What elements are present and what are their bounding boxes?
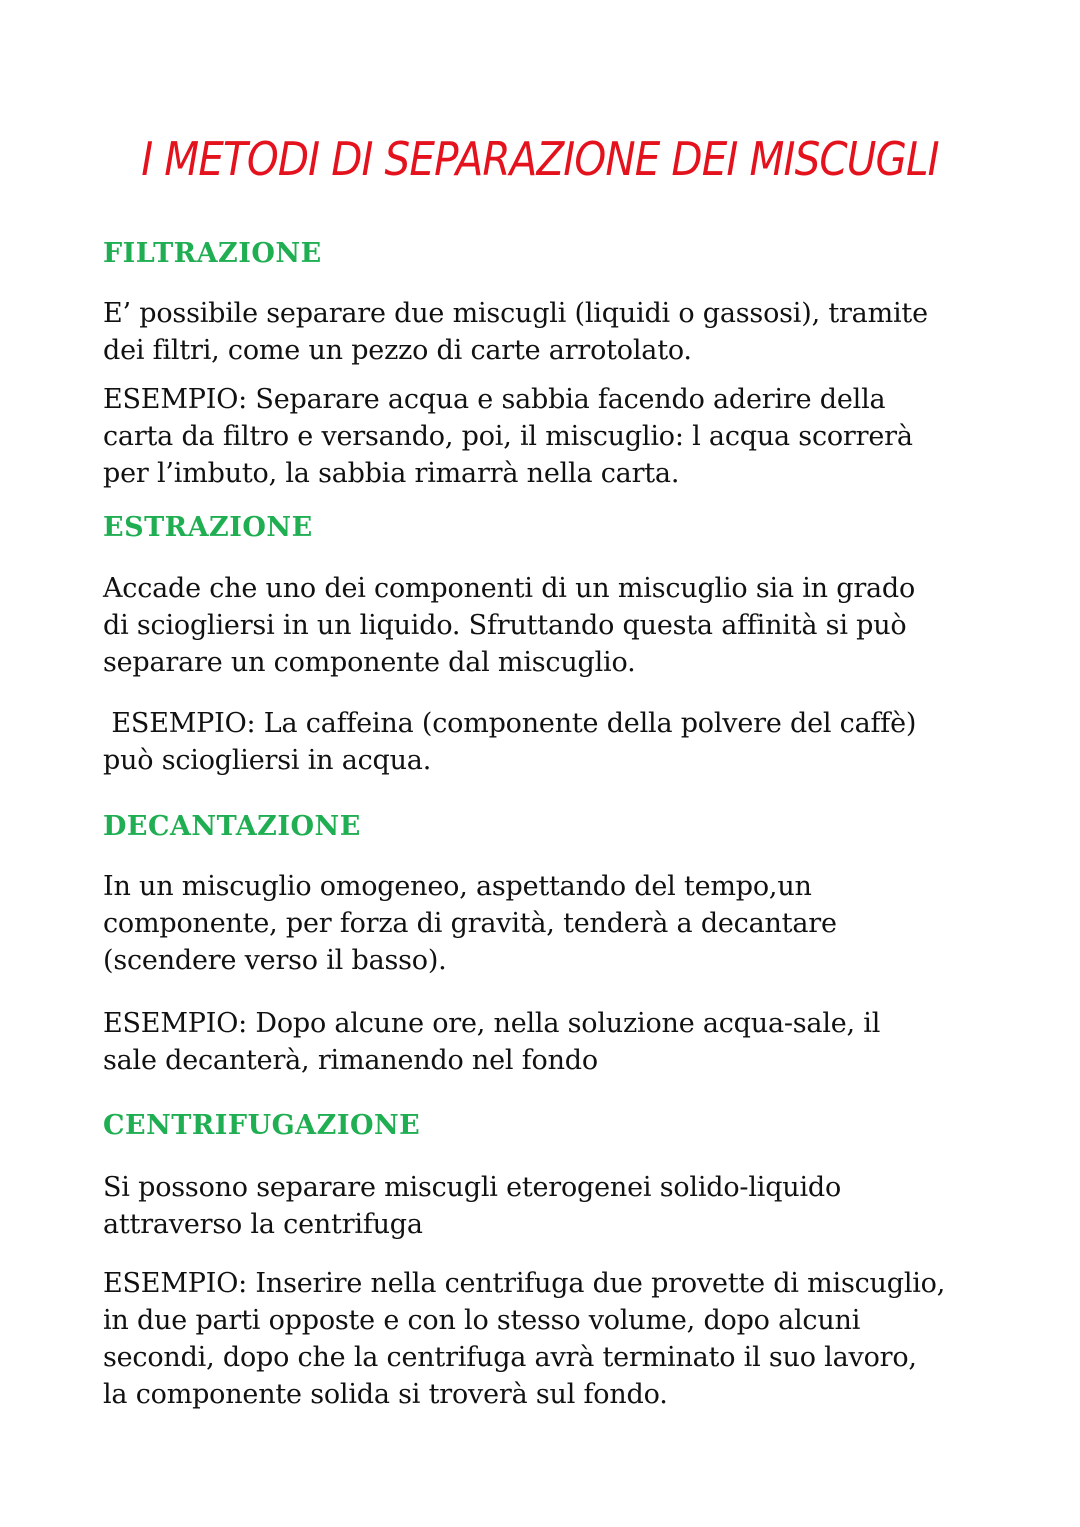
paragraph-filtrazione-example xyxy=(103,381,983,492)
section-heading-centrifugazione: CENTRIFUGAZIONE xyxy=(103,1110,421,1141)
paragraph-estrazione-description xyxy=(103,570,983,681)
text-line: ESEMPIO: Inserire nella centrifuga due provette di miscuglio, xyxy=(103,1268,946,1299)
page-title: I METODI DI SEPARAZIONE DEI MISCUGLI xyxy=(141,132,939,186)
text-line: separare un componente dal miscuglio. xyxy=(103,647,636,678)
text-line: in due parti opposte e con lo stesso volume, dopo alcuni xyxy=(103,1305,861,1336)
paragraph-centrifugazione-example xyxy=(103,1265,983,1413)
section-heading-decantazione: DECANTAZIONE xyxy=(103,811,361,842)
text-line: la componente solida si troverà sul fondo. xyxy=(103,1379,668,1410)
text-line: In un miscuglio omogeneo, aspettando del tempo,un xyxy=(103,871,812,902)
text-line: di sciogliersi in un liquido. Sfruttando questa affinità si può xyxy=(103,610,907,641)
text-line: secondi, dopo che la centrifuga avrà terminato il suo lavoro, xyxy=(103,1342,917,1373)
text-line: ESEMPIO: La caffeina (componente della polvere del caffè) xyxy=(103,708,917,739)
text-line: ESEMPIO: Dopo alcune ore, nella soluzione acqua-sale, il xyxy=(103,1008,881,1039)
text-line: Accade che uno dei componenti di un miscuglio sia in grado xyxy=(103,573,916,604)
text-line: sale decanterà, rimanendo nel fondo xyxy=(103,1045,598,1076)
text-line: E’ possibile separare due miscugli (liquidi o gassosi), tramite xyxy=(103,298,928,329)
text-line: attraverso la centrifuga xyxy=(103,1209,423,1240)
text-line: (scendere verso il basso). xyxy=(103,945,447,976)
text-line: può sciogliersi in acqua. xyxy=(103,745,432,776)
section-heading-filtrazione: FILTRAZIONE xyxy=(103,238,322,269)
text-line: componente, per forza di gravità, tenderà a decantare xyxy=(103,908,837,939)
paragraph-centrifugazione-description xyxy=(103,1169,983,1243)
text-line: dei filtri, come un pezzo di carte arrotolato. xyxy=(103,335,692,366)
text-line: Si possono separare miscugli eterogenei solido-liquido xyxy=(103,1172,842,1203)
paragraph-decantazione-example xyxy=(103,1005,983,1079)
paragraph-decantazione-description xyxy=(103,868,983,979)
section-heading-estrazione: ESTRAZIONE xyxy=(103,512,313,543)
text-line: per l’imbuto, la sabbia rimarrà nella carta. xyxy=(103,458,680,489)
text-line: carta da filtro e versando, poi, il miscuglio: l acqua scorrerà xyxy=(103,421,913,452)
paragraph-estrazione-example xyxy=(103,705,983,779)
text-line: ESEMPIO: Separare acqua e sabbia facendo aderire della xyxy=(103,384,886,415)
paragraph-filtrazione-description xyxy=(103,295,983,369)
